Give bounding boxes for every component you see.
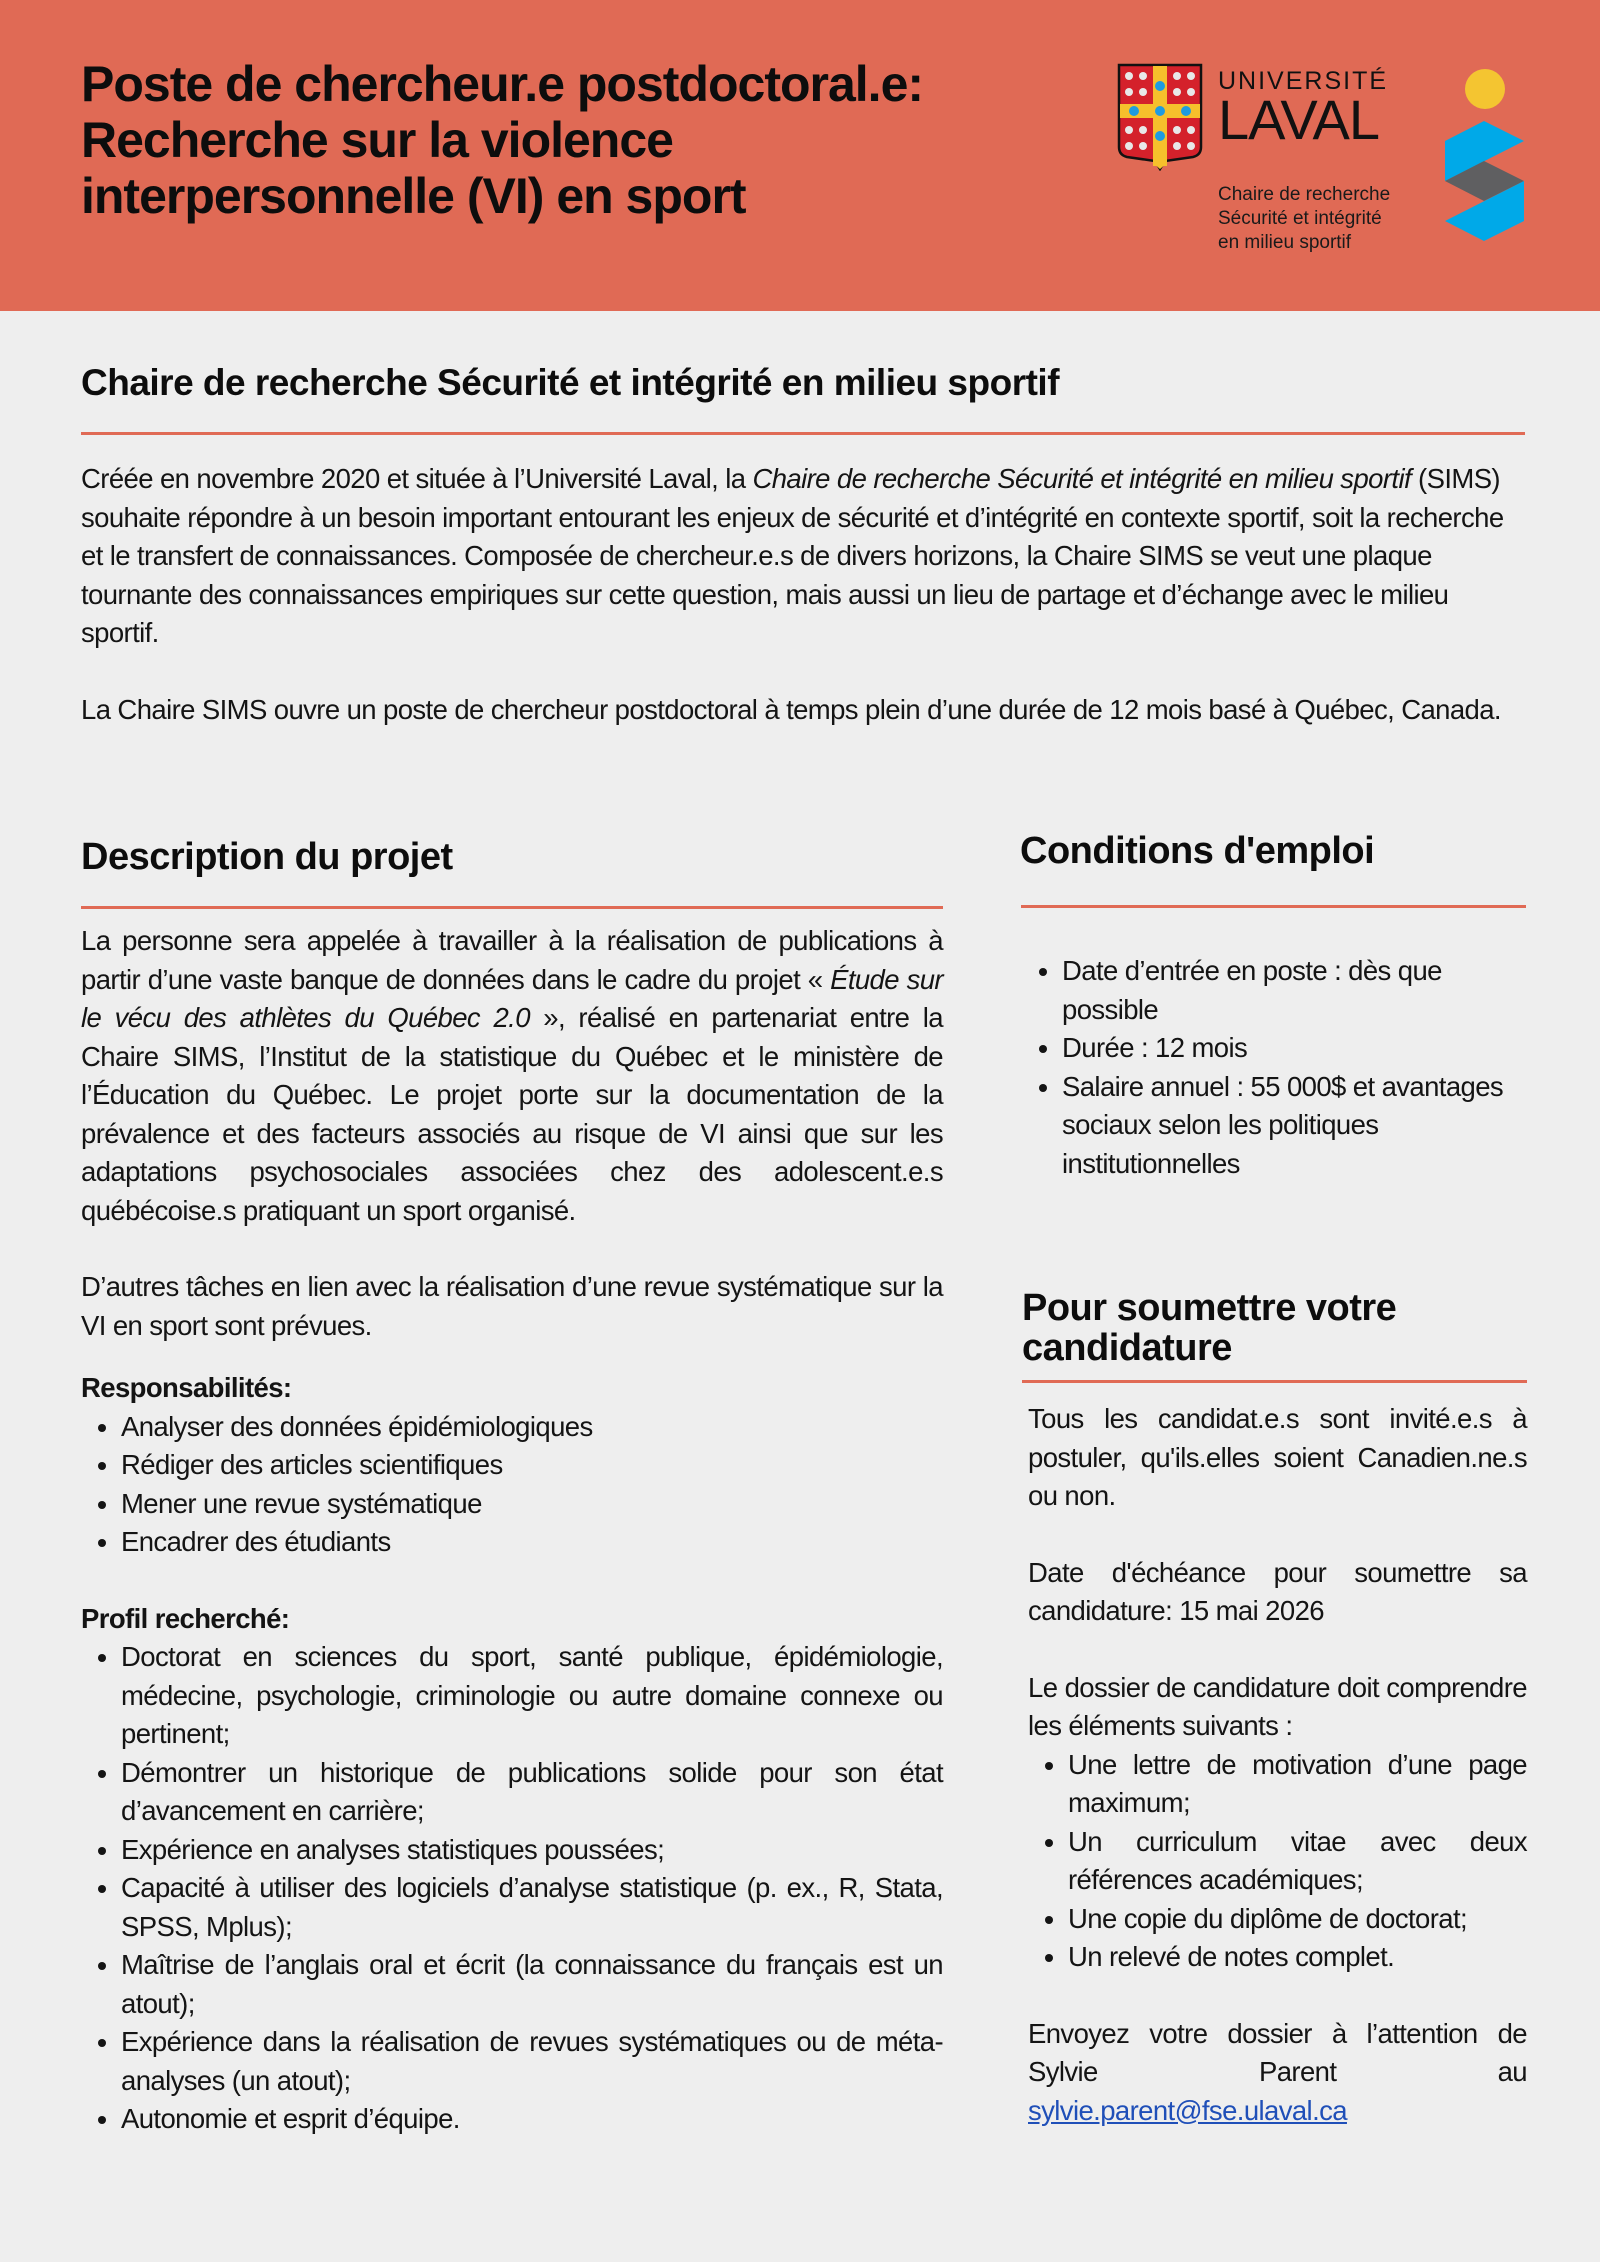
list-item: • Une lettre de motivation d’une page maximum; (1068, 1746, 1527, 1823)
intro-body (81, 460, 1526, 729)
list-item: • Mener une revue systématique (121, 1485, 943, 1524)
contact-email-link[interactable]: sylvie.parent@fse.ulaval.ca (1028, 2094, 1347, 2126)
university-logo-text (1218, 67, 1389, 151)
responsibilities-list (81, 1408, 943, 1562)
chair-logo-line: Chaire de recherche (1218, 184, 1391, 205)
description-body (81, 922, 943, 2139)
profile-list (81, 1638, 943, 2139)
apply-paragraph-eligibility: Tous les candidat.e.s sont invité.e.s à postuler, qu'ils.elles soient Canadien.ne.s ou non. (1028, 1403, 1527, 1511)
list-item: • Date d’entrée en poste : dès que possible (1062, 952, 1527, 1029)
section-divider (81, 906, 943, 909)
list-item: • Un curriculum vitae avec deux références académiques; (1068, 1823, 1527, 1900)
section-divider (81, 432, 1525, 435)
page-title-line: Poste de chercheur.e postdoctoral.e: (81, 56, 924, 112)
conditions-body (1022, 952, 1527, 1183)
header-banner (0, 0, 1600, 311)
apply-requirements-intro: Le dossier de candidature doit comprendre les éléments suivants : (1028, 1671, 1527, 1741)
description-heading: Description du projet (81, 836, 453, 878)
list-item: • Salaire annuel : 55 000$ et avantages sociaux selon les politiques institutionnelles (1062, 1068, 1527, 1184)
shield-crest-icon (1117, 63, 1203, 171)
section-divider (1021, 905, 1526, 908)
conditions-heading: Conditions d'emploi (1020, 830, 1375, 872)
list-item: • Expérience en analyses statistiques poussées; (121, 1831, 943, 1870)
page-title-line: interpersonnelle (VI) en sport (81, 168, 746, 224)
list-item: • Maîtrise de l’anglais oral et écrit (la connaissance du français est un atout); (121, 1946, 943, 2023)
list-item: • Durée : 12 mois (1062, 1029, 1527, 1068)
intro-heading: Chaire de recherche Sécurité et intégrité en milieu sportif (81, 362, 1060, 403)
apply-deadline: Date d'échéance pour soumettre sa candidature: 15 mai 2026 (1028, 1556, 1527, 1626)
chair-logo-line: en milieu sportif (1218, 232, 1352, 253)
conditions-list (1022, 952, 1527, 1183)
list-item: • Encadrer des étudiants (121, 1523, 943, 1562)
list-item: • Analyser des données épidémiologiques (121, 1408, 943, 1447)
section-divider (1022, 1380, 1527, 1383)
university-logo-line2: LAVAL (1218, 88, 1380, 151)
chair-name-italic: Chaire de recherche Sécurité et intégrité en milieu sportif (752, 463, 1411, 494)
project-name-italic: Étude sur le vécu des athlètes du Québec 2.0 (81, 963, 943, 1033)
chair-logo-line: Sécurité et intégrité (1218, 208, 1382, 229)
page-title-line: Recherche sur la violence (81, 112, 673, 168)
apply-contact: Envoyez votre dossier à l’attention de Sylvie Parent au sylvie.parent@fse.ulaval.ca (1028, 2017, 1527, 2126)
list-item: • Capacité à utiliser des logiciels d’analyse statistique (p. ex., R, Stata, SPSS, Mplus); (121, 1869, 943, 1946)
chair-logo-text (1218, 183, 1390, 255)
description-paragraph-2: D’autres tâches en lien avec la réalisation d’une revue systématique sur la VI en sport sont prévues. (81, 1271, 943, 1341)
apply-body (1028, 1400, 1527, 2130)
page-title (81, 56, 1041, 224)
list-item: • Expérience dans la réalisation de revues systématiques ou de méta-analyses (un atout); (121, 2023, 943, 2100)
description-paragraph-1: La personne sera appelée à travailler à la réalisation de publications à partir d’une vaste banque de données dans le cadre du projet « Étude sur le vécu des athlètes du Québec 2.0 », réalisé en partenariat entre la Chaire SIMS, l’Institut de la statistique du Québec et le ministère de l’Éducation du Québec. Le projet porte sur la documentation de la prévalence et des facteurs associés au risque de VI ainsi que sur les adaptations psychosociales associées chez des adolescent.e.s québécoise.s pratiquant un sport organisé. (81, 925, 943, 1226)
list-item: • Une copie du diplôme de doctorat; (1068, 1900, 1527, 1939)
university-logo-line1: UNIVERSITÉ (1218, 67, 1389, 95)
list-item: • Un relevé de notes complet. (1068, 1938, 1527, 1977)
list-item: • Démontrer un historique de publications solide pour son état d’avancement en carrière; (121, 1754, 943, 1831)
responsibilities-heading: Responsabilités: (81, 1372, 292, 1403)
list-item: • Rédiger des articles scientifiques (121, 1446, 943, 1485)
apply-heading: Pour soumettre votre candidature (1022, 1287, 1397, 1369)
intro-paragraph-1: Créée en novembre 2020 et située à l’Université Laval, la Chaire de recherche Sécurité et intégrité en milieu sportif (SIMS) souhaite répondre à un besoin important entourant les enjeux de sécurité et d’intégrité en contexte sportif, soit la recherche et le transfert de connaissances. Composée de chercheur.e.s de divers horizons, la Chaire SIMS se veut une plaque tournante des connaissances empiriques sur cette question, mais aussi un lieu de partage et d’échange avec le milieu sportif. (81, 463, 1504, 648)
list-item: • Doctorat en sciences du sport, santé publique, épidémiologie, médecine, psychologie, criminologie ou autre domaine connexe ou pertinent; (121, 1638, 943, 1754)
profile-heading: Profil recherché: (81, 1602, 290, 1634)
intro-paragraph-2: La Chaire SIMS ouvre un poste de chercheur postdoctoral à temps plein d’une durée de 12 mois basé à Québec, Canada. (81, 693, 1501, 725)
list-item: • Autonomie et esprit d’équipe. (121, 2100, 943, 2139)
sims-s-logo-icon (1445, 68, 1525, 243)
apply-requirements-list (1028, 1746, 1527, 1977)
